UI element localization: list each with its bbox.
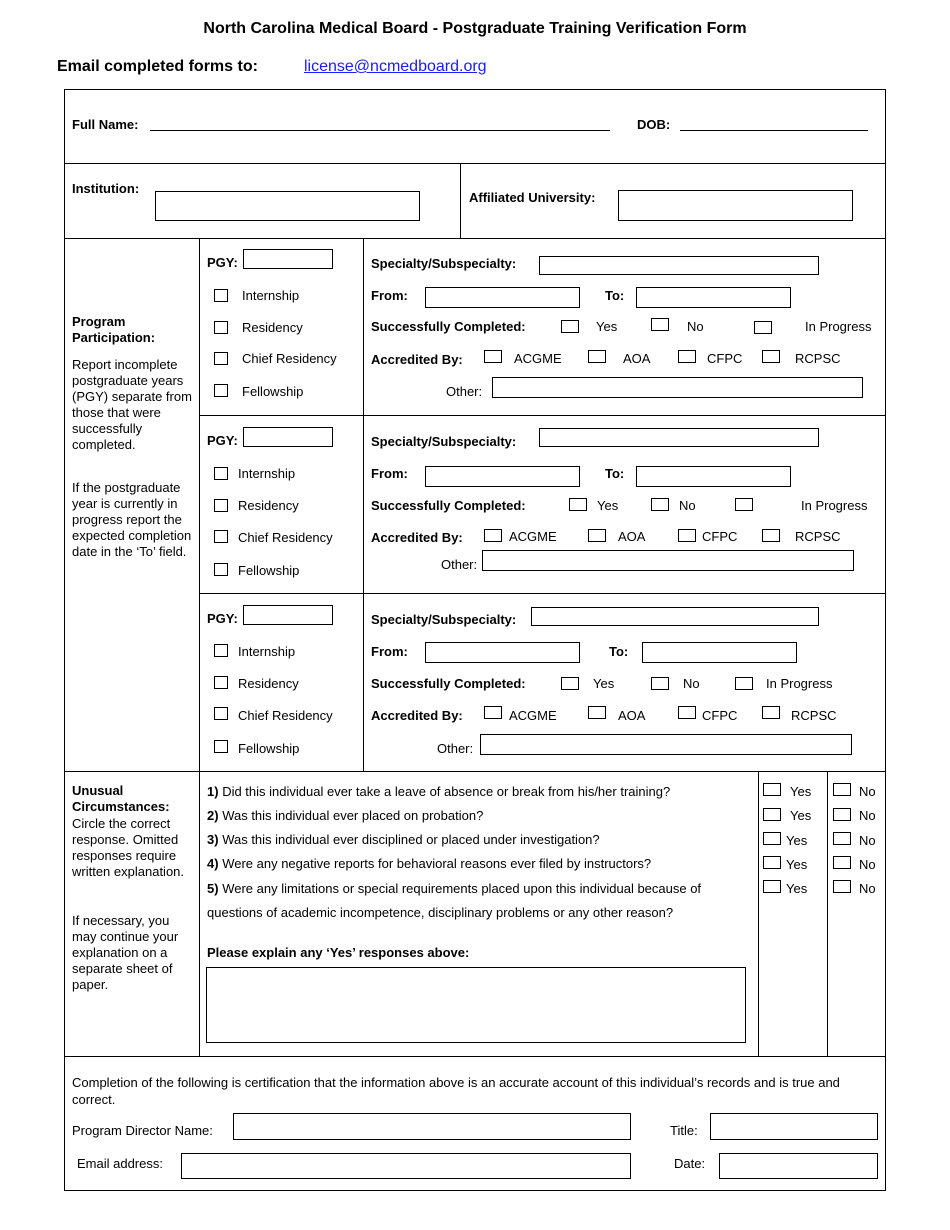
to-label: To: xyxy=(605,466,625,481)
full-name-field[interactable] xyxy=(150,130,610,131)
aoa-checkbox[interactable] xyxy=(588,706,606,719)
rcpsc-label: RCPSC xyxy=(795,529,841,544)
accredited-label: Accredited By: xyxy=(371,530,463,545)
director-name-field[interactable] xyxy=(233,1113,631,1140)
chief-residency-label: Chief Residency xyxy=(242,351,337,366)
q4-yes-label: Yes xyxy=(786,857,808,872)
q4-yes-checkbox[interactable] xyxy=(763,856,781,869)
divider xyxy=(64,238,886,239)
in-progress-checkbox[interactable] xyxy=(735,498,753,511)
program-note-incomplete: Report incomplete postgraduate years (PGY) separate from those that were successfully completed. xyxy=(72,357,192,452)
chief-residency-label: Chief Residency xyxy=(238,530,333,545)
divider xyxy=(64,771,886,772)
specialty-label: Specialty/Subspecialty: xyxy=(371,256,517,271)
from-label: From: xyxy=(371,288,408,303)
divider xyxy=(460,163,461,238)
divider xyxy=(758,771,759,1056)
cfpc-label: CFPC xyxy=(707,351,743,366)
other-field[interactable] xyxy=(480,734,852,755)
q2-no-checkbox[interactable] xyxy=(833,808,851,821)
question-1: 1) Did this individual ever take a leave of absence or break from his/her training? xyxy=(207,784,671,799)
cfpc-checkbox[interactable] xyxy=(678,529,696,542)
q3-yes-checkbox[interactable] xyxy=(763,832,781,845)
completed-no-label: No xyxy=(683,676,700,691)
question-2: 2) Was this individual ever placed on probation? xyxy=(207,808,484,823)
date-field[interactable] xyxy=(719,1153,878,1179)
aoa-checkbox[interactable] xyxy=(588,529,606,542)
in-progress-label: In Progress xyxy=(801,498,868,513)
completed-yes-checkbox[interactable] xyxy=(569,498,587,511)
q2-yes-checkbox[interactable] xyxy=(763,808,781,821)
acgme-checkbox[interactable] xyxy=(484,350,502,363)
residency-checkbox[interactable] xyxy=(214,499,228,512)
rcpsc-label: RCPSC xyxy=(795,351,841,366)
unusual-note-continue: If necessary, you may continue your explanation on a separate sheet of paper. xyxy=(72,913,179,992)
internship-checkbox[interactable] xyxy=(214,289,228,302)
specialty-label: Specialty/Subspecialty: xyxy=(371,434,517,449)
q5-no-checkbox[interactable] xyxy=(833,880,851,893)
dob-label: DOB: xyxy=(637,117,671,132)
question-3: 3) Was this individual ever disciplined or placed under investigation? xyxy=(207,832,600,847)
cfpc-checkbox[interactable] xyxy=(678,350,696,363)
residency-label: Residency xyxy=(238,676,299,691)
q2-yes-label: Yes xyxy=(790,808,812,823)
other-label: Other: xyxy=(437,741,474,756)
completed-label: Successfully Completed: xyxy=(371,498,526,513)
divider xyxy=(199,238,200,1056)
q2-no-label: No xyxy=(859,808,876,823)
completed-no-label: No xyxy=(679,498,696,513)
from-field[interactable] xyxy=(425,466,580,487)
unusual-section-title: Unusual Circumstances: xyxy=(72,783,170,814)
specialty-field[interactable] xyxy=(539,256,819,275)
pgy-label: PGY: xyxy=(207,433,238,448)
to-field[interactable] xyxy=(642,642,797,663)
q1-no-checkbox[interactable] xyxy=(833,783,851,796)
acgme-label: ACGME xyxy=(514,351,562,366)
email-address-label: Email address: xyxy=(77,1156,163,1171)
acgme-checkbox[interactable] xyxy=(484,706,502,719)
q5-yes-checkbox[interactable] xyxy=(763,880,781,893)
aoa-label: AOA xyxy=(618,708,646,723)
pgy-field[interactable] xyxy=(243,427,333,447)
completed-yes-checkbox[interactable] xyxy=(561,677,579,690)
rcpsc-checkbox[interactable] xyxy=(762,350,780,363)
internship-checkbox[interactable] xyxy=(214,467,228,480)
to-label: To: xyxy=(605,288,625,303)
divider xyxy=(64,1056,886,1057)
acgme-label: ACGME xyxy=(509,708,557,723)
completed-yes-label: Yes xyxy=(596,319,618,334)
chief-residency-checkbox[interactable] xyxy=(214,352,228,365)
email-instruction: Email completed forms to: xyxy=(57,58,258,75)
q5-yes-label: Yes xyxy=(786,881,808,896)
institution-field[interactable] xyxy=(155,191,420,221)
chief-residency-checkbox[interactable] xyxy=(214,707,228,720)
in-progress-checkbox[interactable] xyxy=(735,677,753,690)
completed-no-checkbox[interactable] xyxy=(651,318,669,331)
completed-yes-label: Yes xyxy=(597,498,619,513)
cfpc-label: CFPC xyxy=(702,529,738,544)
other-field[interactable] xyxy=(482,550,854,571)
question-5-continued: questions of academic incompetence, disciplinary problems or any other reason? xyxy=(207,905,674,920)
completed-label: Successfully Completed: xyxy=(371,676,526,691)
email-link[interactable]: license@ncmedboard.org xyxy=(304,58,487,75)
fellowship-checkbox[interactable] xyxy=(214,384,228,397)
rcpsc-checkbox[interactable] xyxy=(762,706,780,719)
completed-yes-checkbox[interactable] xyxy=(561,320,579,333)
full-name-label: Full Name: xyxy=(72,117,139,132)
aoa-label: AOA xyxy=(618,529,646,544)
divider xyxy=(363,238,364,771)
divider xyxy=(64,163,886,164)
pgy-field[interactable] xyxy=(243,249,333,269)
cfpc-label: CFPC xyxy=(702,708,738,723)
residency-label: Residency xyxy=(242,320,303,335)
q4-no-label: No xyxy=(859,857,876,872)
in-progress-label: In Progress xyxy=(805,319,872,334)
other-label: Other: xyxy=(446,384,483,399)
q3-no-checkbox[interactable] xyxy=(833,832,851,845)
divider xyxy=(199,415,886,416)
completed-no-label: No xyxy=(687,319,704,334)
completed-yes-label: Yes xyxy=(593,676,615,691)
explain-label: Please explain any ‘Yes’ responses above: xyxy=(207,945,470,960)
aoa-label: AOA xyxy=(623,351,651,366)
fellowship-checkbox[interactable] xyxy=(214,740,228,753)
title-label: Title: xyxy=(670,1123,698,1138)
page-title: North Carolina Medical Board - Postgraduate Training Verification Form xyxy=(203,20,747,37)
question-5: 5) Were any limitations or special requirements placed upon this individual because of xyxy=(207,881,702,896)
completed-label: Successfully Completed: xyxy=(371,319,526,334)
to-label: To: xyxy=(609,644,629,659)
rcpsc-checkbox[interactable] xyxy=(762,529,780,542)
in-progress-label: In Progress xyxy=(766,676,833,691)
institution-label: Institution: xyxy=(72,181,140,196)
q3-yes-label: Yes xyxy=(786,833,808,848)
unusual-note-response: Circle the correct response. Omitted responses require written explanation. xyxy=(72,816,185,879)
residency-checkbox[interactable] xyxy=(214,321,228,334)
acgme-label: ACGME xyxy=(509,529,557,544)
title-field[interactable] xyxy=(710,1113,878,1140)
fellowship-label: Fellowship xyxy=(238,741,300,756)
pgy-label: PGY: xyxy=(207,255,238,270)
internship-checkbox[interactable] xyxy=(214,644,228,657)
question-4: 4) Were any negative reports for behavioral reasons ever filed by instructors? xyxy=(207,856,652,871)
pgy-field[interactable] xyxy=(243,605,333,625)
completed-no-checkbox[interactable] xyxy=(651,498,669,511)
specialty-label: Specialty/Subspecialty: xyxy=(371,612,517,627)
in-progress-checkbox[interactable] xyxy=(754,321,772,334)
acgme-checkbox[interactable] xyxy=(484,529,502,542)
accredited-label: Accredited By: xyxy=(371,708,463,723)
q4-no-checkbox[interactable] xyxy=(833,856,851,869)
to-field[interactable] xyxy=(636,287,791,308)
divider xyxy=(199,593,886,594)
cfpc-checkbox[interactable] xyxy=(678,706,696,719)
from-field[interactable] xyxy=(425,642,580,663)
specialty-field[interactable] xyxy=(531,607,819,626)
certification-statement: Completion of the following is certification that the information above is an accurate account of this individual’s records and is true and correct. xyxy=(72,1075,840,1107)
from-label: From: xyxy=(371,466,408,481)
internship-label: Internship xyxy=(242,288,300,303)
divider xyxy=(827,771,828,1056)
chief-residency-checkbox[interactable] xyxy=(214,530,228,543)
affiliated-university-label: Affiliated University: xyxy=(469,190,596,205)
q1-yes-checkbox[interactable] xyxy=(763,783,781,796)
other-field[interactable] xyxy=(492,377,863,398)
internship-label: Internship xyxy=(238,644,296,659)
program-note-in-progress: If the postgraduate year is currently in progress report the expected completion date in the ‘To’ field. xyxy=(72,480,192,559)
from-label: From: xyxy=(371,644,408,659)
fellowship-label: Fellowship xyxy=(242,384,304,399)
other-label: Other: xyxy=(441,557,478,572)
to-field[interactable] xyxy=(636,466,791,487)
accredited-label: Accredited By: xyxy=(371,352,463,367)
internship-label: Internship xyxy=(238,466,296,481)
chief-residency-label: Chief Residency xyxy=(238,708,333,723)
q1-yes-label: Yes xyxy=(790,784,812,799)
fellowship-checkbox[interactable] xyxy=(214,563,228,576)
director-name-label: Program Director Name: xyxy=(72,1123,213,1138)
q1-no-label: No xyxy=(859,784,876,799)
fellowship-label: Fellowship xyxy=(238,563,300,578)
dob-field[interactable] xyxy=(680,130,868,131)
residency-checkbox[interactable] xyxy=(214,676,228,689)
specialty-field[interactable] xyxy=(539,428,819,447)
pgy-label: PGY: xyxy=(207,611,238,626)
completed-no-checkbox[interactable] xyxy=(651,677,669,690)
affiliated-university-field[interactable] xyxy=(618,190,853,221)
residency-label: Residency xyxy=(238,498,299,513)
q5-no-label: No xyxy=(859,881,876,896)
q3-no-label: No xyxy=(859,833,876,848)
aoa-checkbox[interactable] xyxy=(588,350,606,363)
program-section-title: Program Participation: xyxy=(72,314,156,345)
email-address-field[interactable] xyxy=(181,1153,631,1179)
explanation-textarea[interactable] xyxy=(206,967,746,1043)
rcpsc-label: RCPSC xyxy=(791,708,837,723)
from-field[interactable] xyxy=(425,287,580,308)
date-label: Date: xyxy=(674,1156,706,1171)
